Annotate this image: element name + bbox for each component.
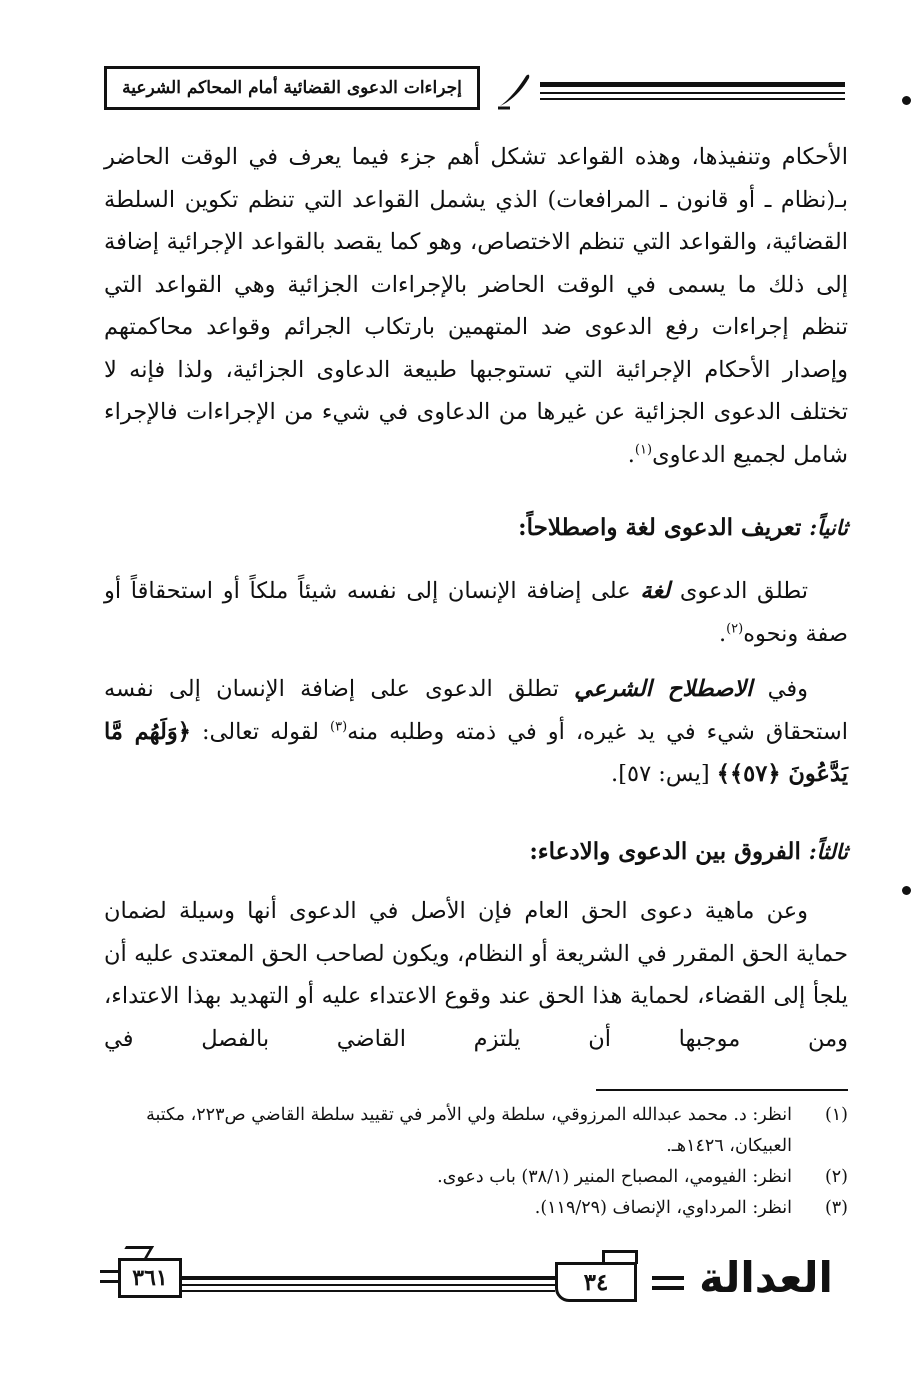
emphasis-istilah: الاصطلاح الشرعي [574,676,753,702]
paragraph-1-text: الأحكام وتنفيذها، وهذه القواعد تشكل أهم جزء فيما يعرف في الوقت الحاضر بـ(نظام ـ أو قانون ـ المرافعات) الذي يشمل القواعد التي تنظم تكوين السلطة القضائية، والقواعد التي تنظم الاختصاص، وهو كما يقصد بالقواعد الإجرائية إضافة إلى ذلك ما يسمى في الوقت الحاضر بالإجراءات الجزائية وهي القواعد التي تنظم إجراءات رفع الدعوى ضد المتهمين بارتكاب الجرائم وقواعد محاكمتهم وإصدار الأحكام الإجرائية التي تستوجبها طبيعة الدعاوى الجزائية، ولذا فإنه لا تختلف الدعوى الجزائية عن غيرها من الدعاوى في شيء من الإجراءات فالإجراء شامل لجميع الدعاوى [104,144,848,468]
header-rule-thin [540,92,845,94]
heading-3-ordinal: ثالثاً: [808,839,848,864]
footnote-item [104,1100,848,1162]
footnote-text: انظر: الفيومي، المصباح المنير (٣٨/١) باب دعوى. [437,1167,792,1187]
paragraph-1 [104,136,848,476]
paragraph-4-text: وعن ماهية دعوى الحق العام فإن الأصل في الدعوى أنها وسيلة لضمان حماية الحق المقرر في الشريعة أو النظام، ويكون لصاحب الحق المعتدى عليه أن يلجأ إلى القضاء، لحماية هذا الحق عند وقوع الاعتداء عليه أو التهديد بهذا الاعتداء، ومن موجبها أن يلتزم القاضي بالفصل في [104,898,848,1052]
running-header-title [104,66,480,110]
running-header-text: إجراءات الدعوى القضائية أمام المحاكم الشرعية [122,78,462,98]
footer-rule [182,1290,555,1292]
paragraph-2-text-a: تطلق الدعوى [679,578,808,604]
margin-dot [902,96,911,105]
issue-number [555,1262,637,1302]
paragraph-2 [104,570,848,655]
journal-logo [696,1248,836,1308]
footer-rule [182,1284,555,1286]
paragraph-2-text-b: على إضافة الإنسان إلى نفسه شيئاً ملكاً أو استحقاقاً أو صفة ونحوه [104,578,848,647]
footnote-text: انظر: المرداوي، الإنصاف (١١٩/٢٩). [534,1198,792,1218]
paragraph-4 [104,890,848,1060]
paragraph-3 [104,668,848,796]
paragraph-3-text-c: لقوله تعالى: [201,718,319,745]
header-rule-thin [540,98,845,100]
paragraph-3-text-a: وفي [767,676,808,702]
paragraph-1-end: . [627,441,635,468]
footer-rule [100,1270,118,1273]
section-heading-2 [518,514,848,541]
quran-verse: ﴿وَلَهُم مَّا يَدَّعُونَ ﴿٥٧﴾﴾ [104,718,848,787]
verse-citation: [يس: ٥٧]. [611,761,710,787]
page-number [118,1258,182,1298]
footnote-ref-2: (٢) [726,621,744,636]
footer-rule [182,1276,555,1280]
footnote-item [104,1162,848,1193]
page-number-text: ٣٦١ [132,1265,168,1291]
footnote-item [104,1193,848,1224]
section-heading-3 [529,838,848,865]
emphasis-lugha: لغة [640,578,671,604]
paragraph-2-end: . [718,620,727,647]
quill-pen-icon [496,70,536,110]
header-rule-thick [540,82,845,87]
footer-rule [100,1280,118,1283]
footer-rule [652,1286,684,1290]
issue-number-text: ٣٤ [583,1268,609,1296]
footnote-number: (١) [824,1105,848,1125]
footnote-separator [596,1089,848,1091]
footnote-number: (٣) [824,1198,848,1218]
journal-logo-text: العدالة [699,1253,833,1302]
footnote-text: انظر: د. محمد عبدالله المرزوقي، سلطة ولي الأمر في تقييد سلطة القاضي ص٢٢٣، مكتبة العبيكان، ١٤٢٦هـ. [146,1105,792,1156]
heading-2-ordinal: ثانياً: [809,515,848,540]
paragraph-3-text-b: تطلق الدعوى على إضافة الإنسان إلى نفسه استحقاق شيء في يد غيره، أو في ذمته وطلبه منه [104,676,849,745]
footer-rule [652,1276,684,1280]
footnote-number: (٢) [824,1167,848,1187]
footnotes [104,1100,848,1224]
footnote-ref-1: (١) [634,442,653,457]
footnote-ref-3: (٣) [330,719,348,734]
heading-3-text: الفروق بين الدعوى والادعاء: [529,838,801,865]
heading-2-text: تعريف الدعوى لغة واصطلاحاً: [518,514,802,541]
margin-dot [902,886,911,895]
